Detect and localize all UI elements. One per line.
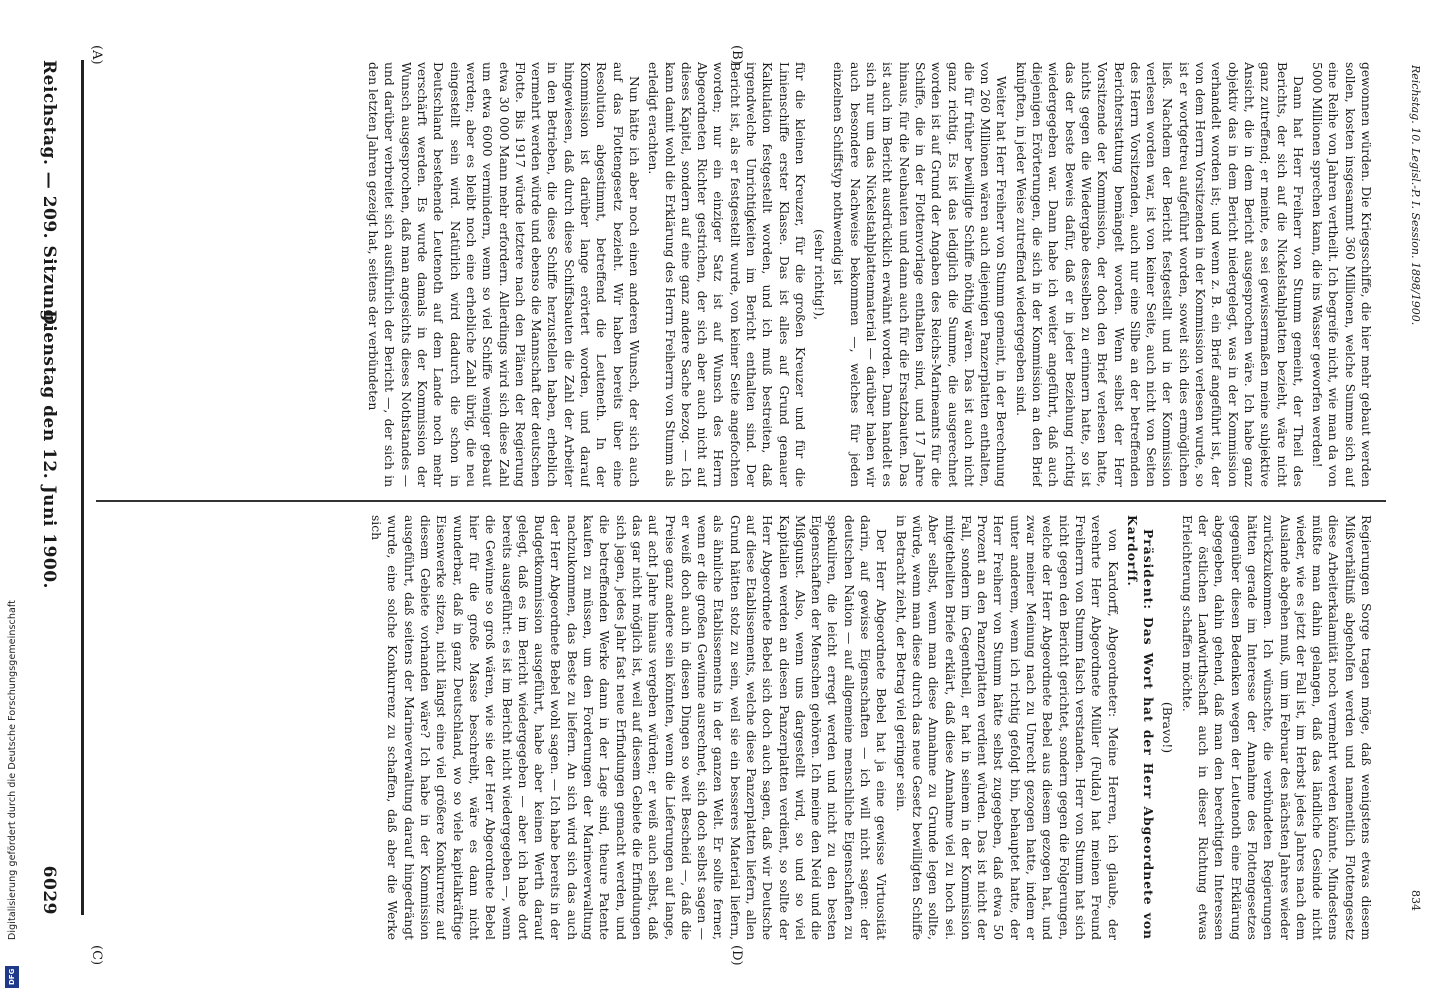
interjection: (Bravo!): [1160, 701, 1175, 754]
dfg-logo: DFG: [5, 966, 19, 988]
paragraph: für die kleinen Kreuzer, für die großen Kreuzer und für die Linienschiffe erster Klasse. Das ist alles auf Grund genauer Kalkulation festgestellt worden, und ich muß bestreiten, daß irgendwelche Unrichtigkeiten im Bericht enthalten sind. Der Bericht ist, als er festgestellt wurde, von keiner Seite angefochten worden; nur ein einziger Satz ist auf Wunsch des Herrn Abgeordneten Richter gestrichen, der sich aber auch nicht auf dieses Kapitel, sondern auf eine ganz andere Sache bezog. — Ich kann damit wohl die Erklärung des Herrn Freiherrn von Stumm als erledigt erachten.: [646, 62, 807, 487]
margin-marker-b: (B): [729, 45, 744, 65]
margin-marker-c: (C): [89, 945, 104, 966]
digitization-credit: Digitalisierung gefördert durch die Deutsche Forschungsgemeinschaft: [7, 600, 18, 940]
paragraph: gewonnen würden. Die Kriegsschiffe, die hier mehr gebaut werden sollen, kosten insgesammt 360 Millionen, welche Summe sich auf eine Reihe von Jahren vertheilt. Ich begreife nicht, wie man da von 5000 Millionen sprechen kann, die ins Wasser geworfen werden!: [1310, 62, 1373, 487]
header-title: Reichstag. — 209. Sitzung.: [39, 60, 59, 329]
margin-marker-a: (A): [89, 45, 104, 65]
speech-paragraph: Der Herr Abgeordnete Bebel hat ja eine gewisse Virtuosität darin, auf gewisse Eigenschaften — ich will nicht sagen: der deutschen Nation — auf allgemeine menschliche Eigenschaften zu spekuliren, die leicht erregt werden und nicht zu den besten Eigenschaften der Menschen gehören. Ich meine den Neid und die Mißgunst. Also, wenn uns dargestellt wird, so und so viel Kapitalien werden an diesen Panzerplatten verdient, so sollte der Herr Abgeordnete Bebel sich doch auch sagen, daß wir Deutsche auf diese Etablissements, welche diese Panzerplatten liefern, allen Grund hätten stolz zu sein, weil sie ein besseres Material liefern, als ähnliche Etablissements in der ganzen Welt. Er sollte ferner, wenn er die großen Gewinne ausrechnet, sich doch selbst sagen — er weiß doch auch in diesen Dingen so weit Bescheid —, daß die Preise ganz andere sein könnten, wenn die Lieferungen auf lange, auf acht Jahre hinaus vergeben würden; er weiß auch selbst, daß das gar nicht möglich ist, weil auf diesem Gebiete die Erfindungen sich jagen, jedes Jahr fast neue Erfindungen gemacht werden, und die betreffenden Werke dann in der Lage sind, theure Patente kaufen zu müssen, um den Forderungen der Marineverwaltung nachzukommen, das Beste zu liefern. An sich wird sich das auch der Herr Abgeordnete Bebel wohl sagen. — Ich habe bereits in der Budgetkommission ausgeführt, habe aber keinen Werth darauf gelegt, daß es im Bericht wiedergegeben — aber ich habe dort bereits ausgeführt: es ist im Bericht nicht wiedergegeben —, wenn die Gewinne so groß wären, wie sie der Herr Abgeordnete Bebel hier für die große Masse beschreibt, wäre es dann nicht wunderbar, daß in ganz Deutschland, wo so viele kapitalkräftige Eisenwerke sitzen, nicht längst eine viel größere Konkurrenz auf diesem Gebiete vorhanden wäre? Ich habe in der Kommission ausgeführt, daß seitens der Marineverwaltung darauf hingedrängt wurde, eine solche Konkurrenz zu schaffen, daß aber die Werke sich: [369, 515, 889, 940]
interjection: (sehr richtig!),: [812, 228, 827, 321]
paragraph: Regierungen Sorge tragen möge, daß wenigstens etwas diesem Mißverhältniß abgeholfen werden und namentlich Flottengesetz diese Arbeiterkalamität noch vermehrt werden könnte. Mindestens müßte man dahin gelangen, daß das ländliche Gesinde nicht wieder, wie es jetzt der Fall ist, im Herbst jedes Jahres nach dem Auslande abgehen muß, um im Februar des nächsten Jahres wieder zurückzukommen. Ich wünschte, die verbündeten Regierungen hätten gerade im Interesse der Annahme des Flottengesetzes gegenüber diesen Bedenken wegen der Leutenoth eine Erklärung abgegeben, dahin gehend, daß man den berechtigten Interessen der östlichen Landwirthschaft auch in dieser Richtung etwas Erleichterung schaffen möchte.: [1179, 515, 1373, 940]
header-page-number: 6029: [39, 865, 59, 915]
left-column: [94, 62, 1374, 487]
president-statement: Präsident: Das Wort hat der Herr Abgeordnete von Kardorff.: [1124, 515, 1157, 940]
paragraph: Weiter hat Herr Freiherr von Stumm gemeint, in der Berechnung von 260 Millionen wären auch diejenigen Panzerplatten enthalten, die für früher bewilligte Schiffe nöthig wären. Das ist auch nicht ganz richtig. Es ist das lediglich die Summe, die ausgerechnet worden ist auf Grund der Angaben des Reichs-Marineamts für die Schiffe, die in der Flottenvorlage enthalten sind, und 17 Jahre hinaus, für die Neubauten und dann auch für die Ersatzbauten. Das ist auch im Bericht ausdrücklich erwähnt worden. Dann handelt es sich nur um das Nickelstahlplattenmaterial — darüber haben wir auch besondere Nachweise bekommen —, welches für jeden einzelnen Schiffstyp nothwendig ist: [831, 62, 1009, 487]
header-date: Dienstag den 12. Juni 1900.: [39, 310, 59, 589]
page-header: [27, 60, 59, 915]
paragraph: Nun hätte ich aber noch einen anderen Wunsch, der sich auch auf das Flottengesetz bezieht. Wir haben bereits über eine Resolution abgestimmt, betreffend die Leuteneth. In der Kommission ist darüber lange erörtert worden, und darauf hingewiesen, daß durch diese Schiffsbauten die Zahl der Arbeiter in den Betrieben, die diese Schiffe herzustellen haben, erheblich vermehrt werden würde und ebenso die Mannschaft der deutschen Flotte. Bis 1917 würde letztere nach den Plänen der Regierung etwa 30 000 Mann mehr erfordern. Allerdings wird sich diese Zahl um etwa 6000 vermindern, wenn so viel Schiffe weniger gebaut werden; aber es bleibt noch eine erhebliche Zahl übrig, die neu eingestellt sein wird. Natürlich wird dadurch die schon in Deutschland bestehende Leutenoth auf dem Lande noch mehr verschärft werden. Es wurde damals in der Kommission der Wunsch ausgesprochen, daß man angesichts dieses Nothstandes — und darüber verbreitet sich ausführlich der Bericht —, der sich in den letzten Jahren gezeigt hat, seitens der verbündeten: [366, 62, 641, 487]
footer-session-info: Reichstag. 10. Legisl.-P. I. Session. 1898/1900.: [1409, 65, 1422, 326]
speech-paragraph: von Kardorff, Abgeordneter: Meine Herren, ich glaube, der verehrte Herr Abgeordnete Müller (Fulda) hat meinen Freund Freiherrn von Stumm falsch verstanden. Herr von Stumm hat sich nicht gegen den Bericht gerichtet, sondern gegen die Folgerungen, welche der Herr Abgeordnete Bebel aus diesem gezogen hat, und zwar meiner Meinung nach zu Unrecht gezogen hatte, indem er unter anderem, wenn ich richtig gefolgt bin, behauptet hatte, der Herr Freiherr von Stumm hätte selbst zugegeben, daß etwa 50 Prozent an den Panzerplatten verdient würden. Das ist nicht der Fall, sondern im Gegentheil, er hat in seinem in der Kommission mitgetheilten Briefe erklärt, daß diese Annahme viel zu hoch sei. Aber selbst, wenn man diese Annahme zu Grunde legen sollte, würde, wenn man diese durch das neue Gesetz bewilligten Schiffe in Betracht zieht, der Betrag viel geringer sein.: [893, 515, 1120, 940]
column-divider: [96, 500, 1386, 502]
header-rule: [81, 60, 84, 915]
paragraph: Dann hat Herr Freiherr von Stumm gemeint, der Theil des Berichts, der sich auf die Nickelstahlplatten bezieht, wäre nicht ganz zutreffend; er meinte, es sei gewissermaßen meine subjektive Ansicht, die in dem Bericht ausgesprochen wäre. Ich habe ganz objektiv das in dem Bericht niedergelegt, was in der Kommission verhandelt worden ist; und wenn z. B. ein Brief angeführt ist, der von dem Herrn Vorsitzenden in der Kommission verlesen wurde, so ist er wortgetreu aufgeführt worden, soweit sich dies ermöglichen ließ. Nachdem der Bericht festgestellt und in der Kommission verlesen worden war, ist von keiner Seite, auch nicht von Seiten des Herrn Vorsitzenden, auch nur eine Silbe an der betreffenden Berichterstattung bemängelt worden. Wenn selbst der Herr Vorsitzende der Kommission, der doch den Brief verlesen hatte, nichts gegen die Wiedergabe desselben zu erinnern hatte, so ist das der beste Beweis dafür, daß er in jeder Beziehung richtig wiedergegeben war. Dann habe ich weiter angeführt, daß auch diejenigen Erörterungen, die sich in der Kommission an den Brief knüpften, in jeder Weise zutreffend wiedergegeben sind.: [1013, 62, 1305, 487]
margin-marker-d: (D): [729, 945, 744, 966]
footer-sheet-number: 834: [1409, 890, 1422, 911]
right-column: [94, 515, 1374, 940]
